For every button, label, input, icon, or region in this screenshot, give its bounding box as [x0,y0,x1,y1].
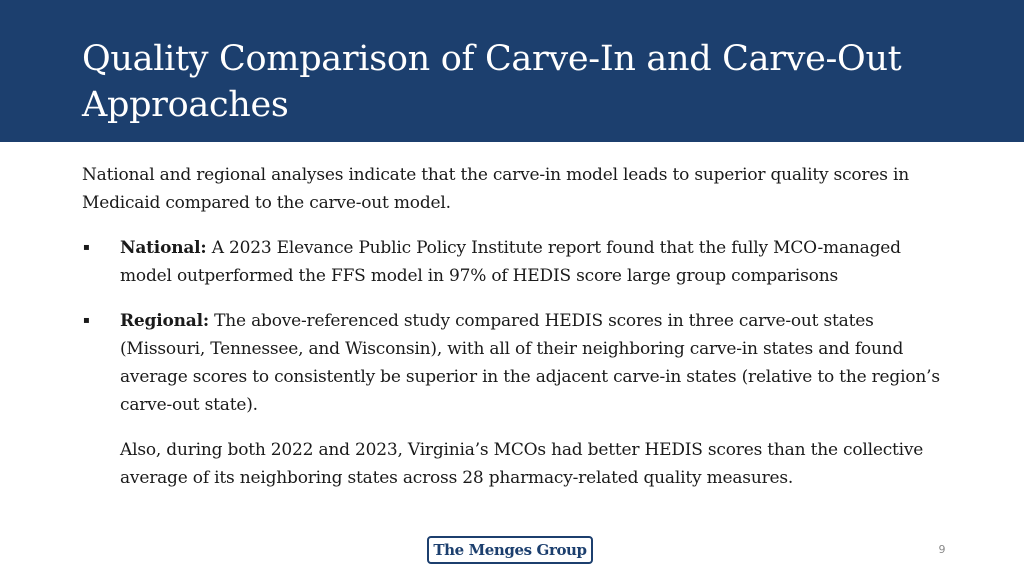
bullet-national [82,234,952,290]
bullet-lead-regional: Regional: [120,311,209,331]
bullet-list [82,234,952,419]
bullet-text-regional: The above-referenced study compared HEDIS scores in three carve-out states (Missouri, Tennessee, and Wisconsin), with all of their neighboring carve-in states and found average scores to consistently be superior in the adjacent carve-in states (relative to the region’s carve-out state). [120,311,940,415]
square-bullet-icon: ▪ [83,315,90,326]
bullet-text-national: A 2023 Elevance Public Policy Institute report found that the fully MCO-managed model outperformed the FFS model in 97% of HEDIS score large group comparisons [120,238,901,286]
slide-body [82,161,952,492]
company-logo: The Menges Group [427,536,593,564]
title-banner [0,0,1024,142]
slide-title: Quality Comparison of Carve-In and Carve-Out Approaches [82,39,902,125]
intro-paragraph: National and regional analyses indicate that the carve-in model leads to superior quality scores in Medicaid compared to the carve-out model. [82,165,909,213]
page-number: 9 [938,543,946,556]
followup-paragraph: Also, during both 2022 and 2023, Virginia’s MCOs had better HEDIS scores than the collective average of its neighboring states across 28 pharmacy-related quality measures. [120,440,924,488]
bullet-lead-national: National: [120,238,207,258]
square-bullet-icon: ▪ [83,242,90,253]
bullet-regional [82,307,952,419]
